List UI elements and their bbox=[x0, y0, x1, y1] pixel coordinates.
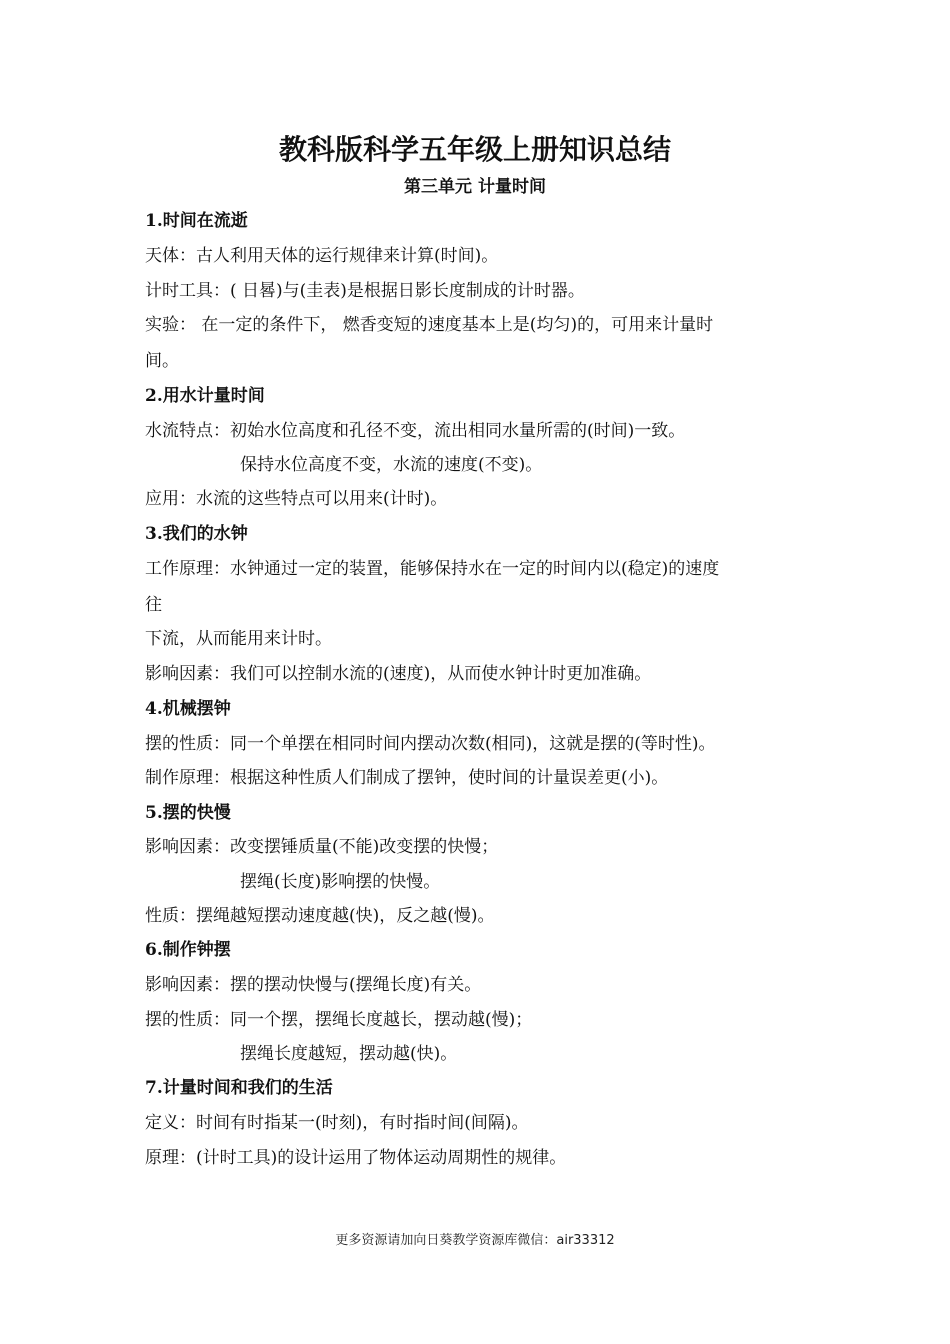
section-7-line-1: 定义：时间有时指某一(时刻)，有时指时间(间隔)。 bbox=[145, 1113, 529, 1133]
section-2-line-1: 水流特点：初始水位高度和孔径不变，流出相同水量所需的(时间)一致。 bbox=[145, 421, 686, 441]
section-3-line-4: 影响因素：我们可以控制水流的(速度)，从而使水钟计时更加准确。 bbox=[145, 664, 652, 684]
section-heading-4: 4.机械摆钟 bbox=[145, 699, 231, 719]
section-heading-6: 6.制作钟摆 bbox=[145, 940, 231, 960]
section-2-line-3: 应用：水流的这些特点可以用来(计时)。 bbox=[145, 489, 448, 509]
section-1-line-2: 计时工具：( 日晷)与(圭表)是根据日影长度制成的计时器。 bbox=[145, 281, 585, 301]
section-6-line-2: 摆的性质：同一个摆，摆绳长度越长，摆动越(慢)； bbox=[145, 1010, 533, 1030]
page-footer: 更多资源请加向日葵教学资源库微信：air33312 bbox=[335, 1233, 615, 1248]
section-heading-2: 2.用水计量时间 bbox=[145, 386, 265, 406]
section-1-line-3: 实验： 在一定的条件下， 燃香变短的速度基本上是(均匀)的，可用来计量时 bbox=[145, 315, 714, 335]
section-1-line-4: 间。 bbox=[145, 351, 179, 371]
section-heading-3: 3.我们的水钟 bbox=[145, 524, 248, 544]
section-3-line-3: 下流，从而能用来计时。 bbox=[145, 629, 332, 649]
section-4-line-2: 制作原理：根据这种性质人们制成了摆钟，使时间的计量误差更(小)。 bbox=[145, 768, 669, 788]
section-4-line-1: 摆的性质：同一个单摆在相同时间内摆动次数(相同)，这就是摆的(等时性)。 bbox=[145, 734, 716, 754]
section-heading-7: 7.计量时间和我们的生活 bbox=[145, 1078, 333, 1098]
section-7-line-2: 原理：(计时工具)的设计运用了物体运动周期性的规律。 bbox=[145, 1148, 567, 1168]
section-2-line-2: 保持水位高度不变，水流的速度(不变)。 bbox=[240, 455, 543, 475]
section-5-line-1: 影响因素：改变摆锤质量(不能)改变摆的快慢； bbox=[145, 837, 499, 857]
section-3-line-1: 工作原理：水钟通过一定的装置，能够保持水在一定的时间内以(稳定)的速度 bbox=[145, 559, 720, 579]
unit-subtitle: 第三单元 计量时间 bbox=[404, 177, 546, 197]
section-6-line-1: 影响因素：摆的摆动快慢与(摆绳长度)有关。 bbox=[145, 975, 482, 995]
section-6-line-3: 摆绳长度越短，摆动越(快)。 bbox=[240, 1044, 458, 1064]
section-heading-1: 1.时间在流逝 bbox=[145, 211, 248, 231]
section-5-line-3: 性质：摆绳越短摆动速度越(快)，反之越(慢)。 bbox=[145, 906, 495, 926]
section-heading-5: 5.摆的快慢 bbox=[145, 803, 231, 823]
section-1-line-1: 天体：古人利用天体的运行规律来计算(时间)。 bbox=[145, 246, 499, 266]
section-3-line-2: 往 bbox=[145, 595, 162, 615]
page-title: 教科版科学五年级上册知识总结 bbox=[278, 133, 671, 166]
section-5-line-2: 摆绳(长度)影响摆的快慢。 bbox=[240, 872, 441, 892]
